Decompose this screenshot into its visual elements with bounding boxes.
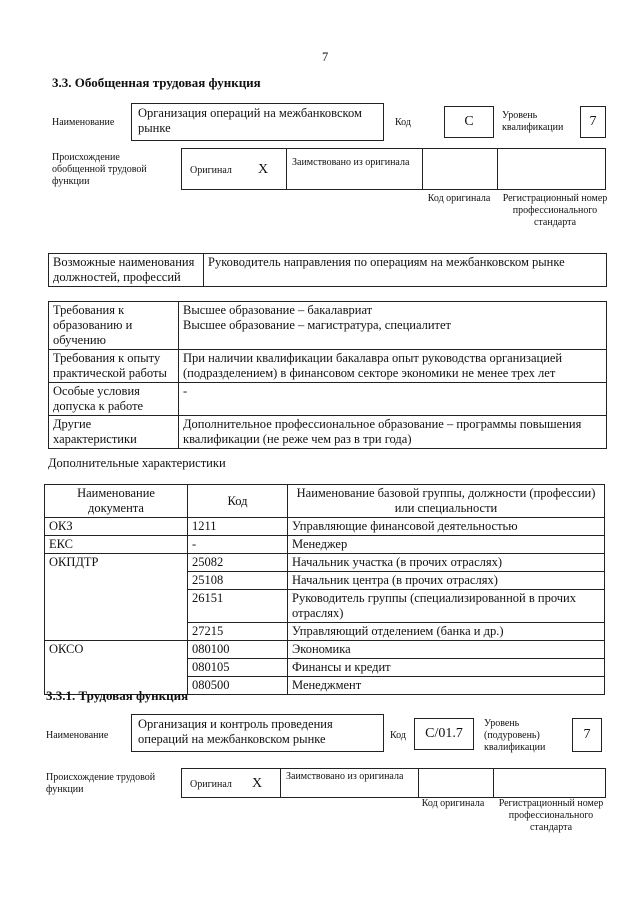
row-doc: ЕКС bbox=[45, 536, 188, 554]
level-value: 7 bbox=[580, 106, 606, 138]
row-name: Экономика bbox=[288, 641, 605, 659]
additional-title: Дополнительные характеристики bbox=[48, 456, 226, 470]
name-label: Наименование bbox=[52, 117, 115, 128]
req-label: Требования к опыту практической работы bbox=[49, 350, 179, 383]
row-code: 27215 bbox=[188, 623, 288, 641]
name-value: Организация и контроль проведения операций на межбанковском рынке bbox=[131, 714, 384, 752]
level-label: Уровень (подуровень) квалификации bbox=[484, 718, 546, 753]
possible-names-table bbox=[48, 253, 607, 287]
row-code: 080105 bbox=[188, 659, 288, 677]
row-code: 080500 bbox=[188, 677, 288, 695]
header-doc: Наименование документа bbox=[45, 485, 188, 518]
header-code: Код bbox=[188, 485, 288, 518]
req-value: При наличии квалификации бакалавра опыт руководства организацией (подразделением) в финансовом секторе экономики не менее трех лет bbox=[179, 350, 607, 383]
row-name: Менеджер bbox=[288, 536, 605, 554]
possible-names-label: Возможные наименования должностей, профессий bbox=[49, 254, 204, 287]
table-row bbox=[45, 554, 605, 572]
name-label: Наименование bbox=[46, 730, 109, 741]
code-value: C/01.7 bbox=[414, 718, 474, 750]
original-label: Оригинал bbox=[190, 779, 232, 790]
name-value: Организация операций на межбанковском рынке bbox=[131, 103, 384, 141]
origin-label: Происхождение трудовой функции bbox=[46, 772, 156, 795]
table-row bbox=[45, 623, 605, 641]
req-value: Высшее образование – бакалавриат Высшее образование – магистратура, специалитет bbox=[179, 302, 607, 350]
table-row bbox=[45, 536, 605, 554]
row-doc bbox=[45, 659, 188, 677]
orig-code-label: Код оригинала bbox=[421, 798, 485, 809]
borrowed-label: Заимствовано из оригинала bbox=[292, 157, 410, 168]
row-name: Финансы и кредит bbox=[288, 659, 605, 677]
row-doc bbox=[45, 590, 188, 623]
row-code: 25108 bbox=[188, 572, 288, 590]
row-name: Менеджмент bbox=[288, 677, 605, 695]
row-code: - bbox=[188, 536, 288, 554]
code-label: Код bbox=[395, 117, 411, 128]
original-mark: X bbox=[252, 776, 263, 791]
row-code: 1211 bbox=[188, 518, 288, 536]
original-mark: X bbox=[258, 162, 269, 177]
origin-label: Происхождение обобщенной трудовой функции bbox=[52, 152, 147, 187]
table-row bbox=[45, 572, 605, 590]
divider bbox=[493, 769, 494, 797]
table-row bbox=[45, 590, 605, 623]
page-number: 7 bbox=[322, 50, 329, 64]
orig-code-label: Код оригинала bbox=[427, 193, 491, 204]
additional-table bbox=[44, 484, 605, 695]
origin-box bbox=[181, 768, 606, 798]
row-code: 26151 bbox=[188, 590, 288, 623]
subsection-heading: 3.3.1. Трудовая функция bbox=[46, 688, 189, 703]
divider bbox=[418, 769, 419, 797]
level-label: Уровень квалификации bbox=[502, 110, 564, 133]
row-doc: ОКЗ bbox=[45, 518, 188, 536]
level-value: 7 bbox=[572, 718, 602, 752]
row-name: Руководитель группы (специализированной в прочих отраслях) bbox=[288, 590, 605, 623]
req-value: Дополнительное профессиональное образование – программы повышения квалификации (не реже чем раз в три года) bbox=[179, 416, 607, 449]
row-doc: ОКПДТР bbox=[45, 554, 188, 572]
row-name: Начальник участка (в прочих отраслях) bbox=[288, 554, 605, 572]
reg-number-label: Регистрационный номер профессионального стандарта bbox=[502, 193, 608, 228]
original-label: Оригинал bbox=[190, 165, 232, 176]
row-name: Управляющие финансовой деятельностью bbox=[288, 518, 605, 536]
borrowed-label: Заимствовано из оригинала bbox=[286, 771, 404, 782]
row-doc bbox=[45, 572, 188, 590]
row-doc: ОКСО bbox=[45, 641, 188, 659]
possible-names-value: Руководитель направления по операциям на межбанковском рынке bbox=[204, 254, 607, 287]
table-row bbox=[45, 518, 605, 536]
row-name: Управляющий отделением (банка и др.) bbox=[288, 623, 605, 641]
divider bbox=[280, 769, 281, 797]
table-row bbox=[45, 641, 605, 659]
row-doc bbox=[45, 623, 188, 641]
req-label: Требования к образованию и обучению bbox=[49, 302, 179, 350]
req-label: Особые условия допуска к работе bbox=[49, 383, 179, 416]
row-code: 25082 bbox=[188, 554, 288, 572]
code-label: Код bbox=[390, 730, 406, 741]
reg-number-label: Регистрационный номер профессионального стандарта bbox=[498, 798, 604, 833]
row-code: 080100 bbox=[188, 641, 288, 659]
row-name: Начальник центра (в прочих отраслях) bbox=[288, 572, 605, 590]
req-value: - bbox=[179, 383, 607, 416]
divider bbox=[286, 149, 287, 189]
requirements-table bbox=[48, 301, 607, 449]
origin-box bbox=[181, 148, 606, 190]
code-value: C bbox=[444, 106, 494, 138]
divider bbox=[497, 149, 498, 189]
req-label: Другие характеристики bbox=[49, 416, 179, 449]
header-name: Наименование базовой группы, должности (профессии) или специальности bbox=[288, 485, 605, 518]
section-heading: 3.3. Обобщенная трудовая функция bbox=[52, 75, 261, 90]
table-row bbox=[45, 659, 605, 677]
divider bbox=[422, 149, 423, 189]
